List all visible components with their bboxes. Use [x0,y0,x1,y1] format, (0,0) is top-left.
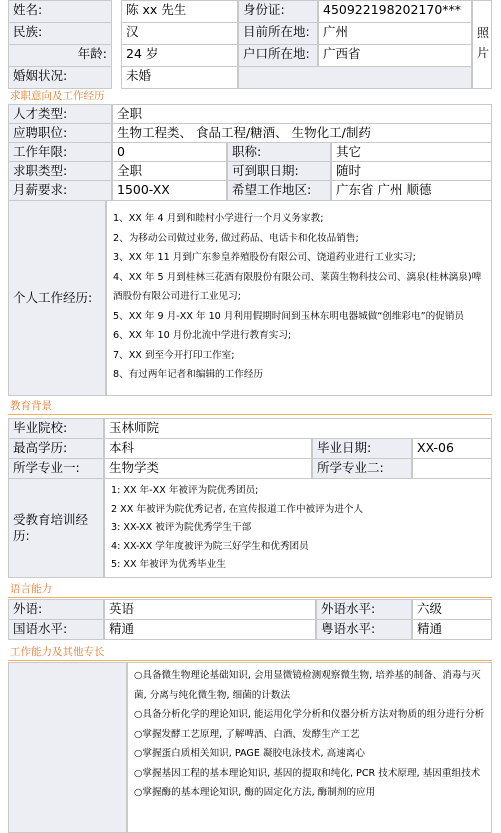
cantonese-value: 精通 [412,619,492,640]
title-label: 职称: [227,142,331,162]
start-value: 随时 [331,161,492,181]
salary-label: 月薪要求: [8,180,112,201]
skill-item: ○掌握发酵工艺原理, 了解啤酒、白酒、发酵生产工艺 [134,728,360,740]
marital-label: 婚姻状况: [8,66,112,89]
experience-label: 个人工作经历: [8,200,106,396]
position-label: 应聘职位: [8,123,112,143]
skills-list [127,662,492,833]
major-row [8,458,492,479]
talent-type-row [8,104,492,124]
foreign-level-value: 六级 [412,599,492,620]
job-type-value: 全职 [112,161,227,181]
education-section-title: 教育背景 [8,398,492,415]
basic-row-3 [8,44,492,67]
major2-label: 所学专业二: [312,458,412,479]
experience-item: 5、XX 年 9 月-XX 年 10 月利用假期时间到玉林东明电器城做“创维彩电”的促销员 [113,310,465,322]
cantonese-label: 粤语水平: [316,619,412,640]
grad-date-label: 毕业日期: [312,438,412,459]
location-value: 广州 [318,22,472,45]
training-list [104,478,492,578]
school-value: 玉林师院 [104,418,492,439]
basic-row-4 [8,66,492,89]
marital-value: 未婚 [121,66,238,89]
training-item: 3: XX-XX 被评为院优秀学生干部 [111,522,252,533]
ethnicity-label: 民族: [8,22,112,45]
training-label: 受教育培训经历: [8,478,104,578]
talent-type-value: 全职 [112,104,492,124]
basic-row-1 [8,0,492,23]
foreign-value: 英语 [104,599,316,620]
experience-item: 4、XX 年 5 月到桂林三花酒有限股份有限公司、莱茵生物科技公司、漓泉(桂林漓泉)啤酒股份有限公司进行工业见习; [113,271,482,302]
major1-value: 生物学类 [104,458,312,479]
salary-row [8,180,492,201]
name-value: 陈 xx 先生 [121,0,238,23]
major1-label: 所学专业一: [8,458,104,479]
region-label: 希望工作地区: [227,180,331,201]
job-type-row [8,161,492,181]
skill-item: ○掌握蛋白质相关知识, PAGE 凝胶电泳技术, 高速离心 [134,748,365,759]
experience-item: 1、XX 年 4 月到和睦村小学进行一个月义务家教; [113,213,324,224]
years-label: 工作年限: [8,142,112,162]
foreign-row [8,599,492,620]
empty-cell [238,66,472,89]
years-value: 0 [112,142,227,162]
training-item: 1: XX 年-XX 年被评为院优秀团员; [111,485,259,496]
job-type-label: 求职类型: [8,161,112,181]
skills-section-title: 工作能力及其他专长 [8,644,492,661]
name-label: 姓名: [8,0,112,23]
degree-value: 本科 [104,438,312,459]
experience-item: 2、为移动公司做过业务, 做过药品、电话卡和化妆品销售; [113,232,359,244]
major2-value [412,458,492,479]
location-label: 目前所在地: [238,22,318,45]
foreign-label: 外语: [8,599,104,620]
title-value: 其它 [331,142,492,162]
id-value: 450922198202170*** [318,0,472,23]
grad-date-value: XX-06 [412,438,492,459]
experience-list [106,200,492,396]
position-value: 生物工程类、 食品工程/糖酒、 生物化工/制药 [112,123,492,143]
photo-placeholder: 照片 [472,0,492,89]
skills-label-cell [8,662,127,833]
ethnicity-value: 汉 [121,22,238,45]
years-row [8,142,492,162]
start-label: 可到职日期: [227,161,331,181]
skill-item: ○掌握酶的基本理论知识, 酶的固定化方法, 酶制剂的应用 [134,787,376,798]
training-item: 2 XX 年被评为院优秀记者, 在宣传报道工作中被评为进个人 [111,503,364,515]
mandarin-value: 精通 [104,619,316,640]
age-label: 年龄: [8,44,112,67]
school-label: 毕业院校: [8,418,104,439]
skill-item: ○具备微生物理论基础知识, 会用显微镜检测观察微生物, 培养基的制备、消毒与灭菌, 分离与纯化微生物, 细菌的计数法 [134,670,481,701]
experience-item: 6、XX 年 10 月份北流中学进行教育实习; [113,330,292,341]
skill-item: ○掌握基因工程的基本理论知识, 基因的提取和纯化, PCR 技术原理, 基因重组技术 [134,767,481,779]
language-section-title: 语言能力 [8,581,492,598]
degree-label: 最高学历: [8,438,104,459]
degree-row [8,438,492,459]
id-label: 身份证: [238,0,318,23]
hukou-value: 广西省 [318,44,472,67]
intent-section-title: 求职意向及工作经历 [8,88,492,105]
school-row [8,418,492,439]
salary-value: 1500-XX [112,180,227,201]
training-item: 4: XX-XX 学年度被评为院三好学生和优秀团员 [111,540,309,552]
mandarin-label: 国语水平: [8,619,104,640]
foreign-level-label: 外语水平: [316,599,412,620]
skill-item: ○具备分析化学的理论知识, 能运用化学分析和仪器分析方法对物质的组分进行分析 [134,709,485,720]
experience-item: 7、XX 到至今开打印工作室; [113,349,235,361]
basic-row-2 [8,22,492,45]
talent-type-label: 人才类型: [8,104,112,124]
position-row [8,123,492,143]
age-value: 24 岁 [121,44,238,67]
experience-item: 8、有过两年记者和编辑的工作经历 [113,369,264,380]
dialect-row [8,619,492,640]
region-value: 广东省 广州 顺德 [331,180,492,201]
hukou-label: 户口所在地: [238,44,318,67]
training-item: 5: XX 年被评为优秀毕业生 [111,559,226,570]
experience-item: 3、XX 年 11 月到广东参皇养殖股份有限公司、饶道药业进行工业实习; [113,252,416,263]
